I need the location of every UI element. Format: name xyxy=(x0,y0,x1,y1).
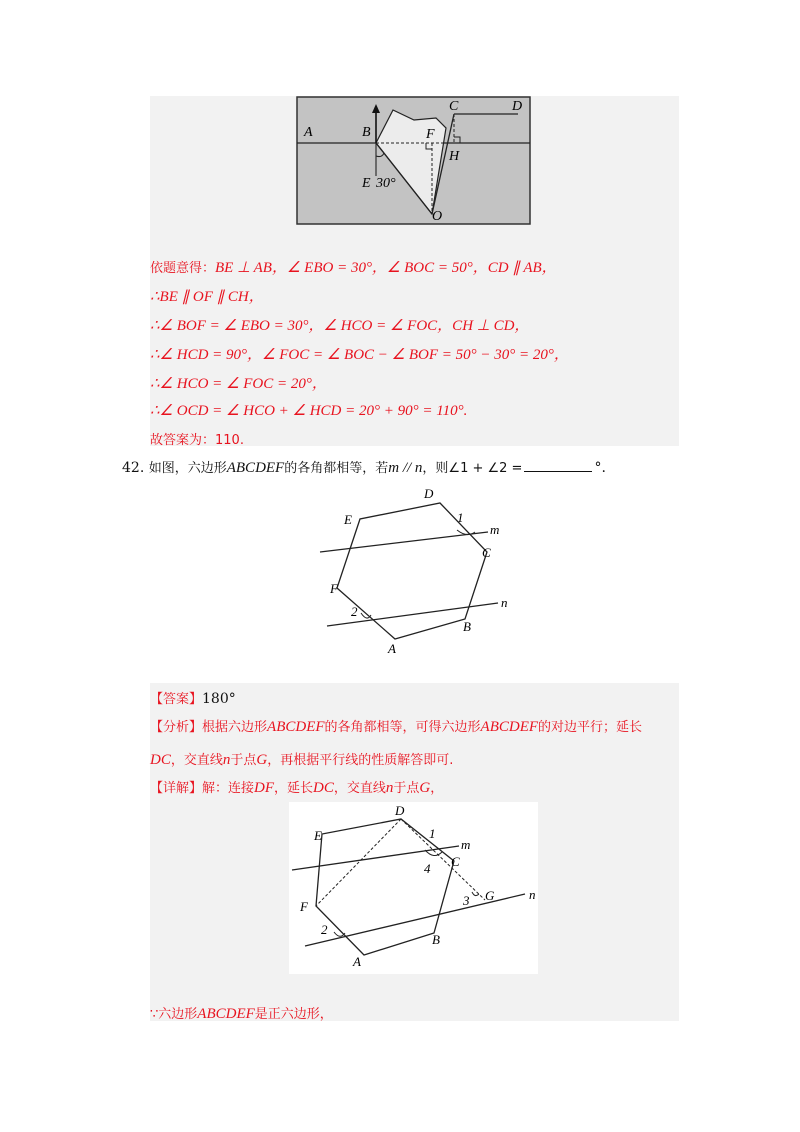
fig1-angle-label: 30° xyxy=(376,176,396,191)
figure-2-hexagon xyxy=(315,482,520,660)
analysis-line-2: DC，交直线n于点G，再根据平行线的性质解答即可. xyxy=(150,752,454,768)
fig2-angle-2: 2 xyxy=(351,604,358,619)
fig3-angle-4: 4 xyxy=(424,861,431,876)
fig3-label-a: A xyxy=(353,954,361,969)
solution1-line-2: ∴BE ∥ OF ∥ CH， xyxy=(150,289,264,305)
fig3-angle-2: 2 xyxy=(321,922,328,937)
fig1-label-a: A xyxy=(304,125,313,140)
fig2-label-f: F xyxy=(330,581,338,596)
fig1-label-e: E xyxy=(362,176,371,191)
fig2-label-m: m xyxy=(490,522,500,537)
fig1-label-h: H xyxy=(449,149,460,164)
analysis-line-1: 【分析】根据六边形ABCDEF的各角都相等，可得六边形ABCDEF的对边平行；延长 xyxy=(150,719,643,735)
fig1-label-b: B xyxy=(362,125,371,140)
fig3-label-d: D xyxy=(395,803,405,818)
fig2-label-d: D xyxy=(424,486,434,501)
solution1-line-6: ∴∠ OCD = ∠ HCO + ∠ HCD = 20° + 90° = 110°. xyxy=(150,403,468,419)
fig3-label-g: G xyxy=(485,888,495,903)
fig3-angle-1: 1 xyxy=(429,826,436,841)
fig2-label-a: A xyxy=(388,641,396,656)
answer-line: 【答案】180° xyxy=(150,691,236,707)
figure-3-hexagon-construction xyxy=(289,802,538,974)
fig3-label-b: B xyxy=(432,932,440,947)
fig2-label-e: E xyxy=(344,512,352,527)
fig1-label-f: F xyxy=(426,127,435,142)
fig1-label-c: C xyxy=(449,99,459,114)
fig3-label-m: m xyxy=(461,837,471,852)
fig2-label-n: n xyxy=(501,595,508,610)
fig2-angle-1: 1 xyxy=(457,510,464,525)
last-line: ∵六边形ABCDEF是正六边形， xyxy=(150,1006,333,1022)
answer-blank xyxy=(524,459,592,472)
fig3-label-n: n xyxy=(529,887,536,902)
fig2-label-c: C xyxy=(482,545,491,560)
fig3-label-c: C xyxy=(451,854,460,869)
fig1-label-d: D xyxy=(512,99,523,114)
fig1-label-o: O xyxy=(432,209,443,224)
solution1-line-3: ∴∠ BOF = ∠ EBO = 30°，∠ HCO = ∠ FOC，CH ⊥ CD， xyxy=(150,318,530,334)
fig2-label-b: B xyxy=(463,619,471,634)
solution1-line-1: 依题意得：BE ⊥ AB，∠ EBO = 30°，∠ BOC = 50°，CD ∥ AB， xyxy=(150,260,557,276)
fig3-label-e: E xyxy=(314,828,322,843)
question-42: 42. 如图，六边形ABCDEF的各角都相等，若m // n，则∠1 + ∠2 = °. xyxy=(122,460,606,476)
solution1-line-4: ∴∠ HCD = 90°，∠ FOC = ∠ BOC − ∠ BOF = 50° − 30° = 20°， xyxy=(150,347,569,363)
figure-1-diagram xyxy=(296,96,532,226)
fig3-angle-3: 3 xyxy=(463,893,470,908)
fig3-label-f: F xyxy=(300,899,308,914)
detail-line: 【详解】解：连接DF，延长DC，交直线n于点G， xyxy=(150,780,444,796)
solution1-line-7: 故答案为：110. xyxy=(150,433,244,448)
solution1-line-5: ∴∠ HCO = ∠ FOC = 20°， xyxy=(150,376,327,392)
